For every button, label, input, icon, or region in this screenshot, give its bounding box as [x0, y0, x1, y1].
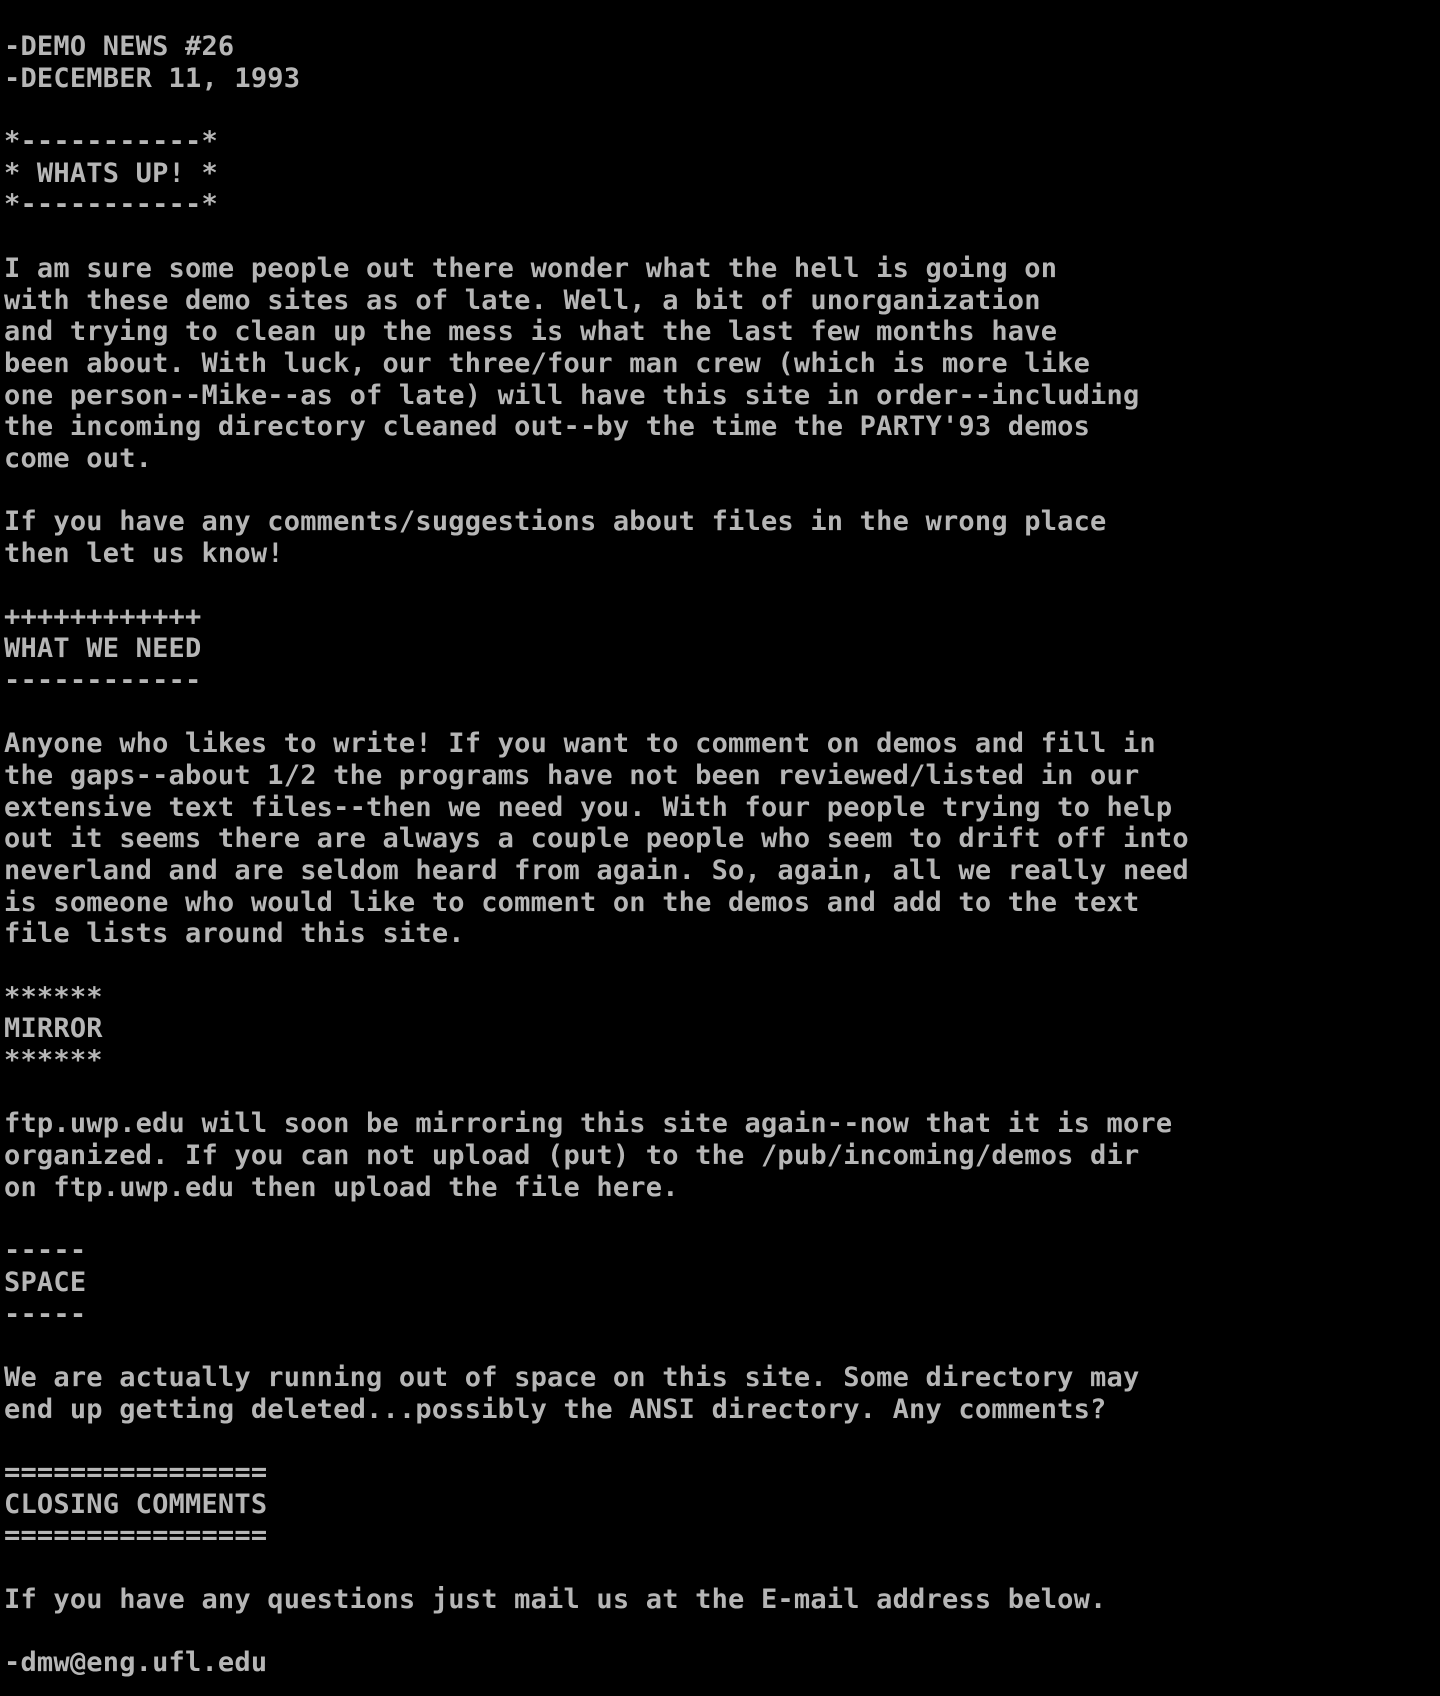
- text-line-17: then let us know!: [4, 538, 284, 569]
- text-line-37: on ftp.uwp.edu then upload the file here.: [4, 1171, 679, 1203]
- text-line-28: is someone who would like to comment on the demos and add to the text: [4, 886, 1140, 918]
- text-line-32: MIRROR: [4, 1013, 103, 1045]
- text-line-38: [4, 1203, 1440, 1235]
- text-line-27: neverland and are seldom heard from again. So, again, all we really need: [4, 854, 1189, 886]
- text-line-44: end up getting deleted...possibly the ANSI directory. Any comments?: [4, 1393, 1107, 1425]
- text-line-26: out it seems there are always a couple people who seem to drift off into: [4, 823, 1189, 855]
- document-text: [4, 31, 1440, 1679]
- text-line-30: [4, 950, 1440, 982]
- text-line-46: ================: [4, 1456, 268, 1488]
- text-line-23: Anyone who likes to write! If you want to comment on demos and fill in: [4, 728, 1156, 760]
- text-line-11: been about. With luck, our three/four man crew (which is more like: [4, 347, 1091, 379]
- text-line-49: [4, 1552, 1440, 1584]
- text-line-31: ******: [4, 981, 103, 1013]
- text-line-42: [4, 1330, 1440, 1362]
- text-line-19: ++++++++++++: [4, 601, 202, 633]
- text-line-5: * WHATS UP! *: [4, 157, 218, 189]
- text-line-16: If you have any comments/suggestions about files in the wrong place: [4, 506, 1107, 538]
- text-line-2: -DECEMBER 11, 1993: [4, 62, 301, 94]
- text-line-12: one person--Mike--as of late) will have this site in order--including: [4, 379, 1140, 411]
- text-line-51: [4, 1615, 1440, 1647]
- text-line-4: *-----------*: [4, 126, 218, 158]
- text-line-18: [4, 570, 1440, 602]
- text-line-20: WHAT WE NEED: [4, 633, 202, 665]
- text-line-6: *-----------*: [4, 189, 218, 221]
- text-line-3: [4, 94, 1440, 126]
- text-line-40: SPACE: [4, 1266, 87, 1298]
- text-line-41: -----: [4, 1298, 87, 1330]
- text-line-43: We are actually running out of space on this site. Some directory may: [4, 1361, 1140, 1393]
- text-line-48: ================: [4, 1520, 268, 1552]
- text-line-24: the gaps--about 1/2 the programs have not been reviewed/listed in our: [4, 759, 1140, 791]
- text-line-13: the incoming directory cleaned out--by the time the PARTY'93 demos: [4, 411, 1091, 443]
- text-line-21: ------------: [4, 664, 202, 696]
- text-line-36: organized. If you can not upload (put) to the /pub/incoming/demos dir: [4, 1140, 1140, 1172]
- text-line-47: CLOSING COMMENTS: [4, 1488, 268, 1520]
- text-line-35: ftp.uwp.edu will soon be mirroring this site again--now that it is more: [4, 1108, 1173, 1140]
- text-line-39: -----: [4, 1235, 87, 1267]
- text-line-22: [4, 696, 1440, 728]
- text-line-15: [4, 475, 1440, 507]
- text-line-29: file lists around this site.: [4, 918, 465, 950]
- text-line-45: [4, 1425, 1440, 1457]
- text-line-52: -dmw@eng.ufl.edu: [4, 1647, 268, 1679]
- text-line-33: ******: [4, 1045, 103, 1076]
- text-line-9: with these demo sites as of late. Well, a bit of unorganization: [4, 284, 1041, 316]
- text-line-14: come out.: [4, 442, 153, 474]
- text-line-1: -DEMO NEWS #26: [4, 31, 235, 62]
- text-line-7: [4, 221, 1440, 253]
- text-line-50: If you have any questions just mail us at the E-mail address below.: [4, 1583, 1107, 1615]
- text-line-25: extensive text files--then we need you. With four people trying to help: [4, 791, 1173, 823]
- text-line-10: and trying to clean up the mess is what the last few months have: [4, 316, 1058, 348]
- text-line-34: [4, 1077, 1440, 1109]
- text-line-8: I am sure some people out there wonder what the hell is going on: [4, 252, 1058, 284]
